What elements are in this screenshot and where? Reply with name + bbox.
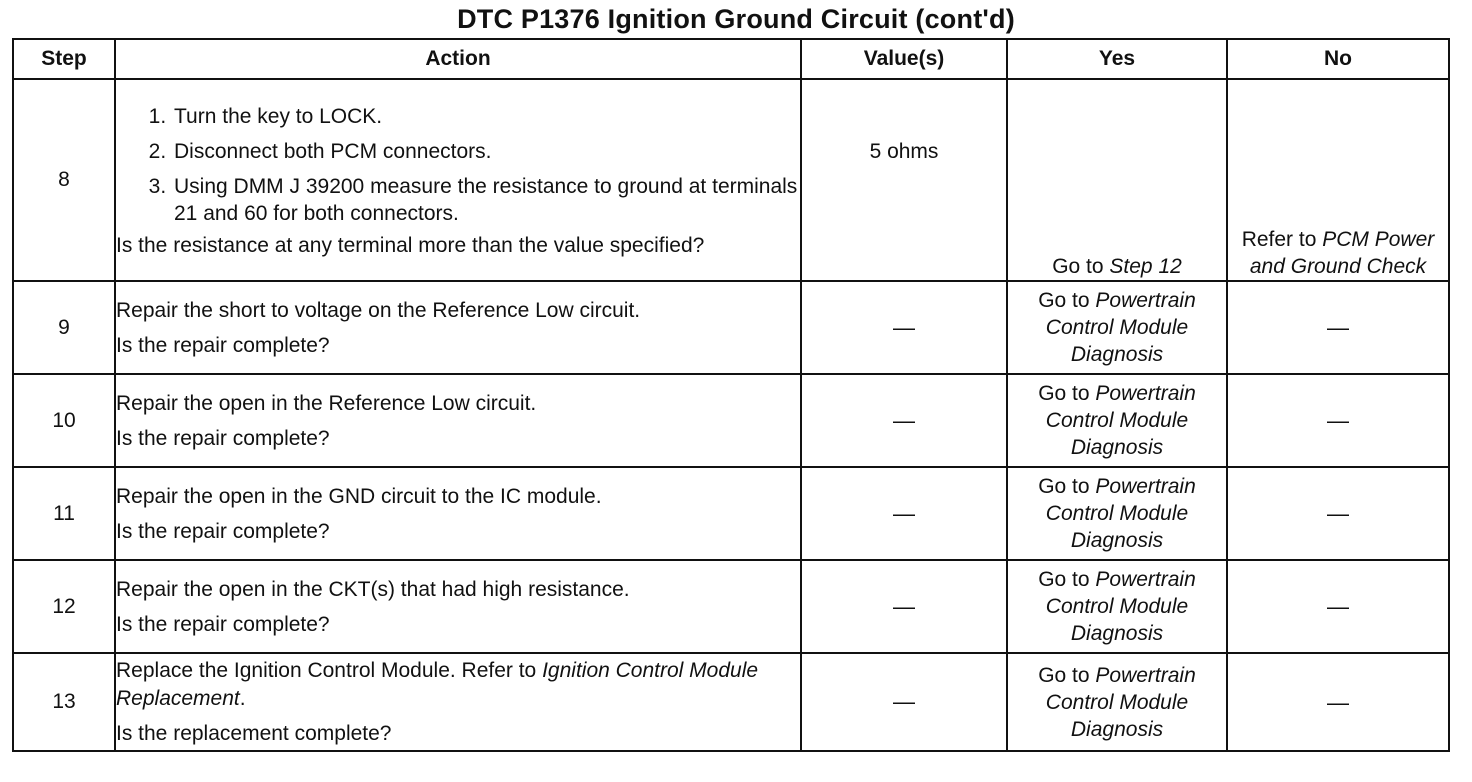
no-text: — xyxy=(1227,281,1449,374)
action-cell xyxy=(115,653,801,751)
no-cell xyxy=(1227,79,1449,281)
question-text: Is the repair complete? xyxy=(116,612,330,636)
header-row xyxy=(13,39,1449,79)
value-cell xyxy=(801,79,1007,281)
value-text: — xyxy=(801,467,1007,560)
yes-link[interactable]: Powertrain Control Module Diagnosis xyxy=(1045,475,1196,552)
table-row xyxy=(13,560,1449,653)
yes-link[interactable]: Powertrain Control Module Diagnosis xyxy=(1045,663,1196,741)
no-text: — xyxy=(1227,560,1449,653)
no-prefix: Refer to xyxy=(1241,228,1317,251)
action-cell xyxy=(115,374,801,467)
yes-prefix: Go to xyxy=(1038,475,1090,498)
yes-cell xyxy=(1007,467,1227,560)
value-text: — xyxy=(801,281,1007,374)
yes-link[interactable]: Step 12 xyxy=(1109,255,1182,278)
yes-prefix: Go to xyxy=(1038,663,1090,687)
yes-cell xyxy=(1007,374,1227,467)
no-text: — xyxy=(1227,374,1449,467)
step-number: 11 xyxy=(13,467,115,560)
yes-cell xyxy=(1007,79,1227,281)
no-text: — xyxy=(1227,467,1449,560)
value-text: — xyxy=(801,560,1007,653)
table-row xyxy=(13,79,1449,281)
action-cell xyxy=(115,467,801,560)
substep-list xyxy=(116,103,800,227)
value-text: — xyxy=(801,374,1007,467)
values-column-header: Value(s) xyxy=(801,39,1007,79)
yes-cell xyxy=(1007,653,1227,751)
action-link[interactable]: Ignition Control Module Replacement xyxy=(116,658,759,710)
yes-cell xyxy=(1007,560,1227,653)
table-row xyxy=(13,374,1449,467)
question-text: Is the resistance at any terminal more than the value specified? xyxy=(116,233,705,257)
question-text: Is the repair complete? xyxy=(116,333,330,357)
action-cell xyxy=(115,281,801,374)
action-text: Repair the open in the Reference Low circuit. xyxy=(116,391,537,415)
step-number: 13 xyxy=(13,653,115,751)
action-suffix: . xyxy=(239,686,246,710)
question-text: Is the repair complete? xyxy=(116,519,330,543)
value-text: 5 ohms xyxy=(869,140,939,163)
step-number: 10 xyxy=(13,374,115,467)
substep: 1. Turn the key to LOCK. xyxy=(172,103,800,131)
action-text: Repair the open in the CKT(s) that had high resistance. xyxy=(116,577,630,601)
action-text xyxy=(116,657,800,713)
step-column-header: Step xyxy=(13,39,115,79)
no-text: — xyxy=(1227,653,1449,751)
substep: 2. Disconnect both PCM connectors. xyxy=(172,138,800,166)
table-row xyxy=(13,653,1449,751)
action-text: Repair the open in the GND circuit to the IC module. xyxy=(116,484,602,508)
table-row xyxy=(13,467,1449,560)
action-text: Repair the short to voltage on the Reference Low circuit. xyxy=(116,298,641,322)
value-text: — xyxy=(801,653,1007,751)
no-link[interactable]: PCM Power and Ground Check xyxy=(1249,228,1435,278)
yes-prefix: Go to xyxy=(1052,255,1104,278)
yes-link[interactable]: Powertrain Control Module Diagnosis xyxy=(1045,382,1196,459)
step-number: 12 xyxy=(13,560,115,653)
action-cell xyxy=(115,79,801,281)
yes-link[interactable]: Powertrain Control Module Diagnosis xyxy=(1045,289,1196,366)
diagnostic-table xyxy=(12,38,1450,752)
action-column-header: Action xyxy=(115,39,801,79)
table-row xyxy=(13,281,1449,374)
yes-prefix: Go to xyxy=(1038,568,1090,591)
action-prefix: Replace the Ignition Control Module. Refer to xyxy=(116,658,537,682)
substep: 3. Using DMM J 39200 measure the resistance to ground at terminals 21 and 60 for both connectors. xyxy=(172,173,800,227)
page-title: DTC P1376 Ignition Ground Circuit (cont'd) xyxy=(457,4,1015,34)
yes-link[interactable]: Powertrain Control Module Diagnosis xyxy=(1045,568,1196,645)
yes-prefix: Go to xyxy=(1038,382,1090,405)
no-column-header: No xyxy=(1227,39,1449,79)
yes-cell xyxy=(1007,281,1227,374)
step-number: 9 xyxy=(13,281,115,374)
step-number: 8 xyxy=(13,79,115,281)
question-text: Is the repair complete? xyxy=(116,426,330,450)
action-cell xyxy=(115,560,801,653)
yes-prefix: Go to xyxy=(1038,289,1090,312)
question-text: Is the replacement complete? xyxy=(116,721,392,745)
yes-column-header: Yes xyxy=(1007,39,1227,79)
